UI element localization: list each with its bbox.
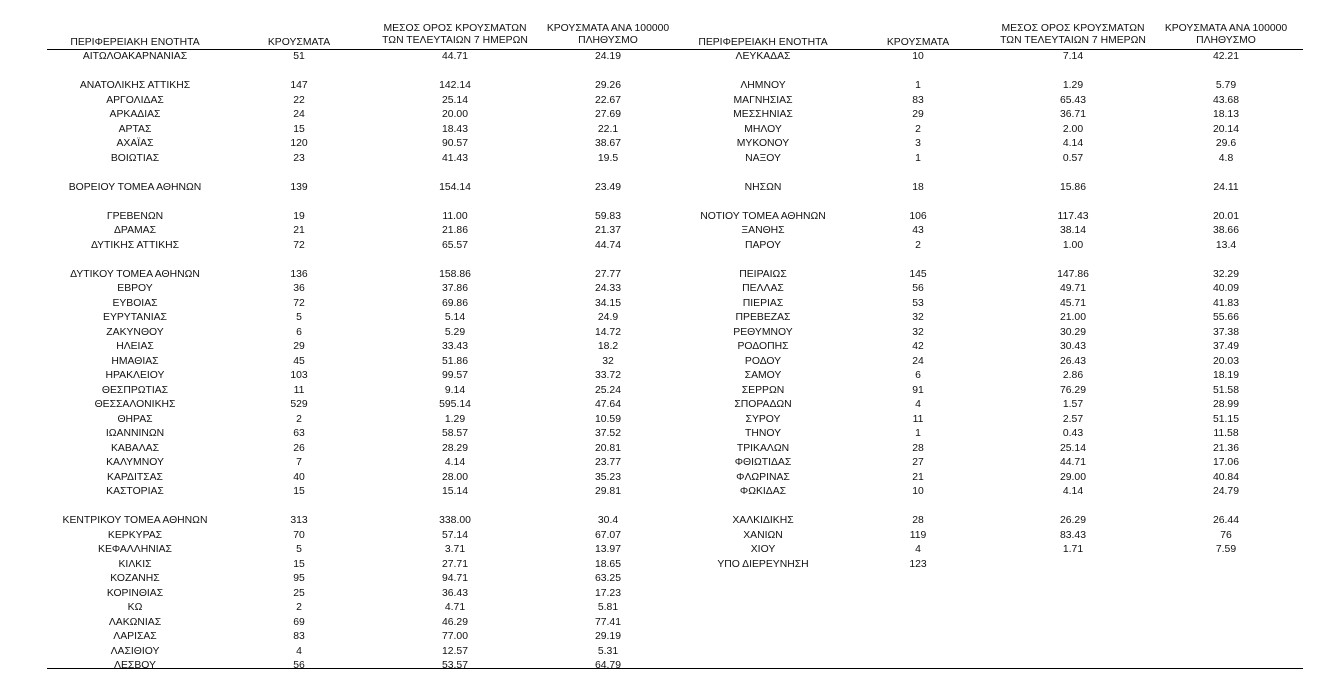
region-name-cell: ΠΕΙΡΑΙΩΣ: [739, 268, 787, 280]
avg7-cell: 53.57: [441, 660, 469, 671]
cases-cell: 529: [290, 399, 308, 410]
per100k-cell: 19.5: [597, 152, 619, 164]
region-name-cell: ΡΕΘΥΜΝΟΥ: [733, 326, 793, 338]
avg7-cell: 94.71: [441, 573, 469, 584]
region-name-cell: ΗΡΑΚΛΕΙΟΥ: [105, 370, 165, 381]
header-region-text: ΠΕΡΙΦΕΡΕΙΑΚΗ ΕΝΟΤΗΤΑ: [70, 37, 200, 48]
region-name-cell: ΔΥΤΙΚΟΥ ΤΟΜΕΑ ΑΘΗΝΩΝ: [70, 268, 200, 280]
per100k-cell: 13.97: [594, 544, 622, 555]
avg7-cell: 83.43: [1059, 529, 1087, 541]
avg7-cell: 158.86: [439, 268, 471, 280]
region-name-cell: ΝΟΤΙΟΥ ΤΟΜΕΑ ΑΘΗΝΩΝ: [700, 210, 826, 222]
region-name-cell: ΛΑΚΩΝΙΑΣ: [108, 616, 162, 628]
per100k-cell: 43.68: [1212, 94, 1240, 106]
cases-cell: 56: [293, 660, 305, 671]
cases-cell: 23: [293, 152, 305, 164]
region-name-cell: ΕΥΡΥΤΑΝΙΑΣ: [103, 312, 167, 323]
cases-cell: 45: [293, 355, 305, 367]
per100k-cell: 20.14: [1212, 123, 1240, 135]
cases-cell: 21: [293, 225, 305, 236]
header-cases-text: ΚΡΟΥΣΜΑΤΑ: [886, 37, 950, 48]
region-name-cell: ΘΗΡΑΣ: [117, 413, 153, 425]
per100k-cell: 22.67: [594, 94, 622, 106]
per100k-cell: 5.79: [1215, 80, 1237, 91]
avg7-cell: 76.29: [1059, 384, 1087, 396]
region-name-cell: ΚΑΣΤΟΡΙΑΣ: [106, 486, 164, 497]
per100k-cell: 4.8: [1218, 152, 1234, 164]
per100k-cell: 20.03: [1212, 355, 1240, 367]
region-name-cell: ΠΡΕΒΕΖΑΣ: [735, 312, 791, 323]
header-region-right: [698, 37, 827, 49]
cases-cell: 32: [912, 326, 924, 338]
avg7-cell: 338.00: [439, 515, 471, 526]
cases-cell: 72: [293, 297, 305, 309]
avg7-cell: 15.86: [1059, 181, 1087, 193]
per100k-cell: 35.23: [594, 471, 622, 483]
avg7-cell: 26.43: [1059, 355, 1087, 367]
per100k-cell: 27.69: [594, 109, 622, 120]
per100k-cell: 24.33: [594, 283, 622, 294]
avg7-cell: 28.29: [441, 442, 469, 454]
header-rule: [47, 49, 1303, 50]
region-name-cell: ΠΑΡΟΥ: [744, 239, 782, 251]
cases-cell: 11: [912, 413, 924, 425]
per100k-cell: 24.19: [594, 51, 622, 62]
per100k-cell: 13.4: [1215, 239, 1237, 251]
cases-cell: 313: [290, 515, 308, 526]
avg7-cell: 99.57: [441, 370, 469, 381]
region-name-cell: ΦΘΙΩΤΙΔΑΣ: [734, 457, 792, 468]
cases-cell: 4: [915, 399, 921, 410]
cases-cell: 10: [912, 486, 924, 497]
cases-cell: 32: [912, 312, 924, 323]
avg7-cell: 36.71: [1059, 109, 1087, 120]
cases-cell: 1: [915, 80, 921, 91]
cases-cell: 22: [293, 94, 305, 106]
cases-cell: 15: [293, 123, 305, 135]
avg7-cell: 30.43: [1059, 341, 1087, 352]
cases-cell: 36: [293, 283, 305, 294]
avg7-cell: 12.57: [441, 645, 469, 657]
region-name-cell: ΧΑΝΙΩΝ: [743, 529, 783, 541]
cases-cell: 21: [912, 471, 924, 483]
region-name-cell: ΛΑΡΙΣΑΣ: [113, 631, 157, 642]
per100k-cell: 18.19: [1212, 370, 1240, 381]
avg7-cell: 30.29: [1059, 326, 1087, 338]
region-name-cell: ΡΟΔΟΥ: [744, 355, 782, 367]
cases-cell: 69: [293, 616, 305, 628]
avg7-cell: 142.14: [439, 80, 471, 91]
avg7-cell: 69.86: [441, 297, 469, 309]
cases-cell: 15: [293, 558, 305, 570]
cases-cell: 106: [909, 210, 927, 222]
avg7-cell: 18.43: [441, 123, 469, 135]
region-name-cell: ΕΥΒΟΙΑΣ: [112, 297, 158, 309]
cases-cell: 42: [912, 341, 924, 352]
region-name-cell: ΘΕΣΠΡΩΤΙΑΣ: [101, 384, 169, 396]
avg7-cell: 77.00: [441, 631, 469, 642]
cases-cell: 95: [293, 573, 305, 584]
avg7-cell: 154.14: [439, 181, 471, 193]
cases-cell: 2: [915, 239, 921, 251]
avg7-cell: 21.86: [441, 225, 469, 236]
avg7-cell: 65.43: [1059, 94, 1087, 106]
cases-cell: 19: [293, 210, 305, 222]
avg7-cell: 595.14: [439, 399, 471, 410]
per100k-cell: 5.81: [597, 602, 619, 613]
per100k-cell: 11.58: [1213, 428, 1239, 439]
per100k-cell: 28.99: [1212, 399, 1240, 410]
region-name-cell: ΕΒΡΟΥ: [117, 283, 153, 294]
per100k-cell: 10.59: [594, 413, 622, 425]
per100k-cell: 17.23: [594, 587, 622, 599]
cases-cell: 103: [290, 370, 308, 381]
region-name-cell: ΝΗΣΩΝ: [744, 181, 782, 193]
region-name-cell: ΣΠΟΡΑΔΩΝ: [734, 399, 792, 410]
avg7-cell: 38.14: [1059, 225, 1087, 236]
per100k-cell: 21.37: [594, 225, 622, 236]
avg7-cell: 58.57: [441, 428, 469, 439]
per100k-cell: 25.24: [594, 384, 622, 396]
per100k-cell: 77.41: [594, 616, 622, 628]
region-name-cell: ΛΕΣΒΟΥ: [114, 660, 156, 671]
region-name-cell: ΤΡΙΚΑΛΩΝ: [736, 442, 790, 454]
region-name-cell: ΚΕΝΤΡΙΚΟΥ ΤΟΜΕΑ ΑΘΗΝΩΝ: [62, 515, 208, 526]
cases-cell: 25: [293, 587, 305, 599]
cases-cell: 15: [293, 486, 305, 497]
per100k-cell: 47.64: [594, 399, 622, 410]
per100k-cell: 51.15: [1212, 413, 1240, 425]
cases-cell: 3: [915, 138, 921, 149]
cases-cell: 27: [912, 457, 924, 468]
region-name-cell: ΣΕΡΡΩΝ: [741, 384, 785, 396]
region-name-cell: ΚΟΖΑΝΗΣ: [110, 573, 160, 584]
per100k-cell: 40.09: [1212, 283, 1240, 294]
avg7-cell: 26.29: [1059, 515, 1087, 526]
avg7-cell: 45.71: [1059, 297, 1087, 309]
avg7-cell: 147.86: [1057, 268, 1089, 280]
per100k-cell: 33.72: [594, 370, 622, 381]
per100k-cell: 29.19: [594, 631, 622, 642]
per100k-cell: 22.1: [597, 123, 619, 135]
header-avg7-line1: ΜΕΣΟΣ ΟΡΟΣ ΚΡΟΥΣΜΑΤΩΝ: [383, 23, 527, 34]
region-name-cell: ΗΜΑΘΙΑΣ: [111, 355, 159, 367]
per100k-cell: 64.79: [594, 660, 622, 671]
region-name-cell: ΔΥΤΙΚΗΣ ΑΤΤΙΚΗΣ: [90, 239, 180, 251]
region-name-cell: ΒΟΙΩΤΙΑΣ: [110, 152, 160, 164]
cases-cell: 5: [296, 312, 302, 323]
per100k-cell: 18.2: [597, 341, 619, 352]
per100k-cell: 29.6: [1215, 138, 1237, 149]
region-name-cell: ΑΡΓΟΛΙΔΑΣ: [106, 94, 164, 106]
per100k-cell: 44.74: [594, 239, 622, 251]
per100k-cell: 26.44: [1212, 515, 1240, 526]
cases-cell: 53: [912, 297, 924, 309]
cases-cell: 145: [909, 268, 927, 280]
avg7-cell: 1.29: [1062, 80, 1084, 91]
region-name-cell: ΥΠΟ ΔΙΕΡΕΥΝΗΣΗ: [717, 558, 809, 570]
header-avg7-line1: ΜΕΣΟΣ ΟΡΟΣ ΚΡΟΥΣΜΑΤΩΝ: [1001, 23, 1145, 34]
region-name-cell: ΣΑΜΟΥ: [744, 370, 782, 381]
header-cases-right: [887, 37, 949, 49]
per100k-cell: 32: [602, 355, 614, 367]
region-name-cell: ΛΑΣΙΘΙΟΥ: [110, 645, 160, 657]
avg7-cell: 0.57: [1062, 152, 1084, 164]
avg7-cell: 37.86: [441, 283, 469, 294]
region-name-cell: ΝΑΞΟΥ: [745, 152, 781, 164]
region-name-cell: ΔΡΑΜΑΣ: [113, 225, 157, 236]
region-name-cell: ΚΩ: [127, 602, 143, 613]
header-per100k-line2: ΠΛΗΘΥΣΜΟ: [1196, 35, 1256, 46]
per100k-cell: 42.21: [1212, 51, 1240, 62]
avg7-cell: 4.14: [1062, 486, 1084, 497]
cases-cell: 28: [912, 515, 924, 526]
header-cases-left: [268, 37, 330, 49]
header-per100k-line1: ΚΡΟΥΣΜΑΤΑ ΑΝΑ 100000: [546, 23, 670, 34]
avg7-cell: 11.00: [442, 210, 468, 222]
header-per100k-right: [1165, 23, 1287, 47]
per100k-cell: 18.65: [594, 558, 622, 570]
avg7-cell: 9.14: [444, 384, 466, 396]
region-name-cell: ΠΙΕΡΙΑΣ: [742, 297, 784, 309]
per100k-cell: 24.9: [597, 312, 619, 323]
cases-cell: 6: [915, 370, 921, 381]
cases-cell: 11: [293, 384, 305, 396]
region-name-cell: ΚΑΛΥΜΝΟΥ: [106, 457, 164, 468]
avg7-cell: 2.57: [1062, 413, 1084, 425]
per100k-cell: 30.4: [597, 515, 619, 526]
header-cases-text: ΚΡΟΥΣΜΑΤΑ: [267, 37, 331, 48]
cases-cell: 139: [290, 181, 308, 193]
per100k-cell: 29.81: [594, 486, 622, 497]
cases-cell: 1: [915, 428, 921, 439]
region-name-cell: ΑΡΤΑΣ: [118, 123, 152, 135]
per100k-cell: 63.25: [594, 573, 622, 584]
avg7-cell: 20.00: [441, 109, 469, 120]
cases-cell: 91: [912, 384, 924, 396]
per100k-cell: 38.67: [594, 138, 622, 149]
per100k-cell: 37.49: [1212, 341, 1240, 352]
region-name-cell: ΗΛΕΙΑΣ: [116, 341, 154, 352]
region-name-cell: ΛΗΜΝΟΥ: [740, 80, 786, 91]
avg7-cell: 2.86: [1062, 370, 1084, 381]
per100k-cell: 5.31: [597, 645, 619, 657]
cases-cell: 5: [296, 544, 302, 555]
per100k-cell: 20.01: [1212, 210, 1240, 222]
avg7-cell: 1.00: [1062, 239, 1084, 251]
cases-cell: 51: [293, 51, 305, 62]
per100k-cell: 32.29: [1212, 268, 1240, 280]
cases-cell: 29: [912, 109, 924, 120]
header-per100k-line1: ΚΡΟΥΣΜΑΤΑ ΑΝΑ 100000: [1164, 23, 1288, 34]
avg7-cell: 1.29: [444, 413, 466, 425]
per100k-cell: 59.83: [594, 210, 622, 222]
avg7-cell: 29.00: [1059, 471, 1087, 483]
cases-cell: 83: [293, 631, 305, 642]
avg7-cell: 25.14: [441, 94, 469, 106]
per100k-cell: 51.58: [1212, 384, 1240, 396]
per100k-cell: 21.36: [1212, 442, 1240, 454]
region-name-cell: ΓΡΕΒΕΝΩΝ: [106, 210, 164, 222]
avg7-cell: 4.14: [1062, 138, 1084, 149]
footer-rule: [47, 668, 1303, 669]
region-name-cell: ΑΝΑΤΟΛΙΚΗΣ ΑΤΤΙΚΗΣ: [79, 80, 191, 91]
region-name-cell: ΑΡΚΑΔΙΑΣ: [109, 109, 161, 120]
region-name-cell: ΚΑΡΔΙΤΣΑΣ: [107, 471, 163, 483]
cases-cell: 119: [909, 529, 927, 541]
cases-cell: 24: [293, 109, 305, 120]
region-name-cell: ΚΑΒΑΛΑΣ: [110, 442, 160, 454]
avg7-cell: 21.00: [1059, 312, 1087, 323]
region-name-cell: ΣΥΡΟΥ: [745, 413, 781, 425]
avg7-cell: 5.29: [444, 326, 466, 338]
cases-cell: 7: [296, 457, 302, 468]
region-name-cell: ΛΕΥΚΑΔΑΣ: [735, 51, 791, 62]
region-name-cell: ΜΥΚΟΝΟΥ: [736, 138, 790, 149]
avg7-cell: 41.43: [441, 152, 469, 164]
avg7-cell: 4.71: [444, 602, 466, 613]
cases-cell: 1: [915, 152, 921, 164]
region-name-cell: ΧΙΟΥ: [750, 544, 776, 555]
cases-cell: 123: [909, 558, 927, 570]
avg7-cell: 4.14: [444, 457, 466, 468]
region-name-cell: ΚΕΡΚΥΡΑΣ: [107, 529, 163, 541]
per100k-cell: 37.52: [594, 428, 622, 439]
per100k-cell: 24.79: [1212, 486, 1240, 497]
avg7-cell: 46.29: [441, 616, 469, 628]
cases-cell: 40: [293, 471, 305, 483]
avg7-cell: 27.71: [441, 558, 469, 570]
avg7-cell: 25.14: [1059, 442, 1087, 454]
per100k-cell: 37.38: [1212, 326, 1240, 338]
per100k-cell: 20.81: [594, 442, 622, 454]
header-per100k-line2: ΠΛΗΘΥΣΜΟ: [578, 35, 638, 46]
header-region-left: [70, 37, 199, 49]
per100k-cell: 67.07: [594, 529, 622, 541]
region-name-cell: ΑΧΑΪΑΣ: [116, 138, 154, 149]
cases-cell: 4: [296, 645, 302, 657]
per100k-cell: 34.15: [594, 297, 622, 309]
per100k-cell: 27.77: [594, 268, 622, 280]
cases-cell: 10: [912, 51, 924, 62]
cases-cell: 6: [296, 326, 302, 338]
header-avg7-line2: ΤΩΝ ΤΕΛΕΥΤΑΙΩΝ 7 ΗΜΕΡΩΝ: [1000, 35, 1146, 46]
header-avg7-right: [1000, 23, 1146, 47]
per100k-cell: 23.49: [594, 181, 622, 193]
region-name-cell: ΤΗΝΟΥ: [744, 428, 782, 439]
cases-cell: 4: [915, 544, 921, 555]
cases-cell: 56: [912, 283, 924, 294]
avg7-cell: 28.00: [441, 471, 469, 483]
per100k-cell: 24.11: [1213, 181, 1239, 193]
cases-cell: 63: [293, 428, 305, 439]
region-name-cell: ΦΛΩΡΙΝΑΣ: [736, 471, 790, 483]
header-per100k-left: [547, 23, 669, 47]
per100k-cell: 14.72: [594, 326, 622, 338]
avg7-cell: 65.57: [441, 239, 469, 251]
avg7-cell: 57.14: [441, 529, 469, 541]
header-region-text: ΠΕΡΙΦΕΡΕΙΑΚΗ ΕΝΟΤΗΤΑ: [698, 37, 828, 48]
avg7-cell: 117.43: [1057, 210, 1089, 222]
cases-cell: 83: [912, 94, 924, 106]
avg7-cell: 44.71: [441, 51, 469, 62]
region-name-cell: ΖΑΚΥΝΘΟΥ: [106, 326, 164, 338]
region-name-cell: ΧΑΛΚΙΔΙΚΗΣ: [732, 515, 794, 526]
avg7-cell: 2.00: [1062, 123, 1084, 135]
region-name-cell: ΡΟΔΟΠΗΣ: [737, 341, 789, 352]
avg7-cell: 51.86: [441, 355, 469, 367]
cases-cell: 24: [912, 355, 924, 367]
avg7-cell: 5.14: [444, 312, 466, 323]
region-name-cell: ΦΩΚΙΔΑΣ: [739, 486, 787, 497]
cases-cell: 28: [912, 442, 924, 454]
region-name-cell: ΜΕΣΣΗΝΙΑΣ: [733, 109, 793, 120]
region-name-cell: ΒΟΡΕΙΟΥ ΤΟΜΕΑ ΑΘΗΝΩΝ: [68, 181, 202, 193]
avg7-cell: 36.43: [441, 587, 469, 599]
cases-cell: 29: [293, 341, 305, 352]
region-name-cell: ΜΗΛΟΥ: [744, 123, 782, 135]
cases-cell: 26: [293, 442, 305, 454]
region-name-cell: ΜΑΓΝΗΣΙΑΣ: [733, 94, 793, 106]
per100k-cell: 76: [1220, 529, 1232, 541]
per100k-cell: 7.59: [1215, 544, 1237, 555]
region-name-cell: ΙΩΑΝΝΙΝΩΝ: [105, 428, 165, 439]
region-name-cell: ΠΕΛΛΑΣ: [742, 283, 784, 294]
cases-cell: 136: [290, 268, 308, 280]
per100k-cell: 40.84: [1212, 471, 1240, 483]
region-name-cell: ΚΕΦΑΛΛΗΝΙΑΣ: [98, 544, 172, 555]
avg7-cell: 33.43: [441, 341, 469, 352]
avg7-cell: 7.14: [1062, 51, 1084, 62]
region-name-cell: ΚΙΛΚΙΣ: [118, 558, 152, 570]
cases-cell: 2: [296, 413, 302, 425]
header-avg7-line2: ΤΩΝ ΤΕΛΕΥΤΑΙΩΝ 7 ΗΜΕΡΩΝ: [382, 35, 528, 46]
avg7-cell: 3.71: [444, 544, 466, 555]
per100k-cell: 29.26: [594, 80, 622, 91]
avg7-cell: 1.71: [1062, 544, 1084, 555]
per100k-cell: 18.13: [1212, 109, 1240, 120]
region-name-cell: ΚΟΡΙΝΘΙΑΣ: [106, 587, 164, 599]
region-name-cell: ΑΙΤΩΛΟΑΚΑΡΝΑΝΙΑΣ: [82, 51, 188, 62]
per100k-cell: 23.77: [594, 457, 622, 468]
region-name-cell: ΞΑΝΘΗΣ: [741, 225, 785, 236]
cases-cell: 43: [912, 225, 924, 236]
avg7-cell: 90.57: [441, 138, 469, 149]
header-avg7-left: [382, 23, 528, 47]
cases-cell: 18: [912, 181, 924, 193]
avg7-cell: 49.71: [1059, 283, 1087, 294]
per100k-cell: 17.06: [1212, 457, 1240, 468]
cases-cell: 120: [290, 138, 308, 149]
cases-cell: 147: [290, 80, 308, 91]
cases-cell: 70: [293, 529, 305, 541]
per100k-cell: 38.66: [1212, 225, 1240, 236]
region-name-cell: ΘΕΣΣΑΛΟΝΙΚΗΣ: [94, 399, 176, 410]
per100k-cell: 55.66: [1212, 312, 1240, 323]
cases-cell: 72: [293, 239, 305, 251]
avg7-cell: 1.57: [1062, 399, 1084, 410]
avg7-cell: 0.43: [1062, 428, 1084, 439]
avg7-cell: 44.71: [1059, 457, 1087, 468]
cases-cell: 2: [296, 602, 302, 613]
avg7-cell: 15.14: [441, 486, 469, 497]
cases-cell: 2: [915, 123, 921, 135]
per100k-cell: 41.83: [1212, 297, 1240, 309]
